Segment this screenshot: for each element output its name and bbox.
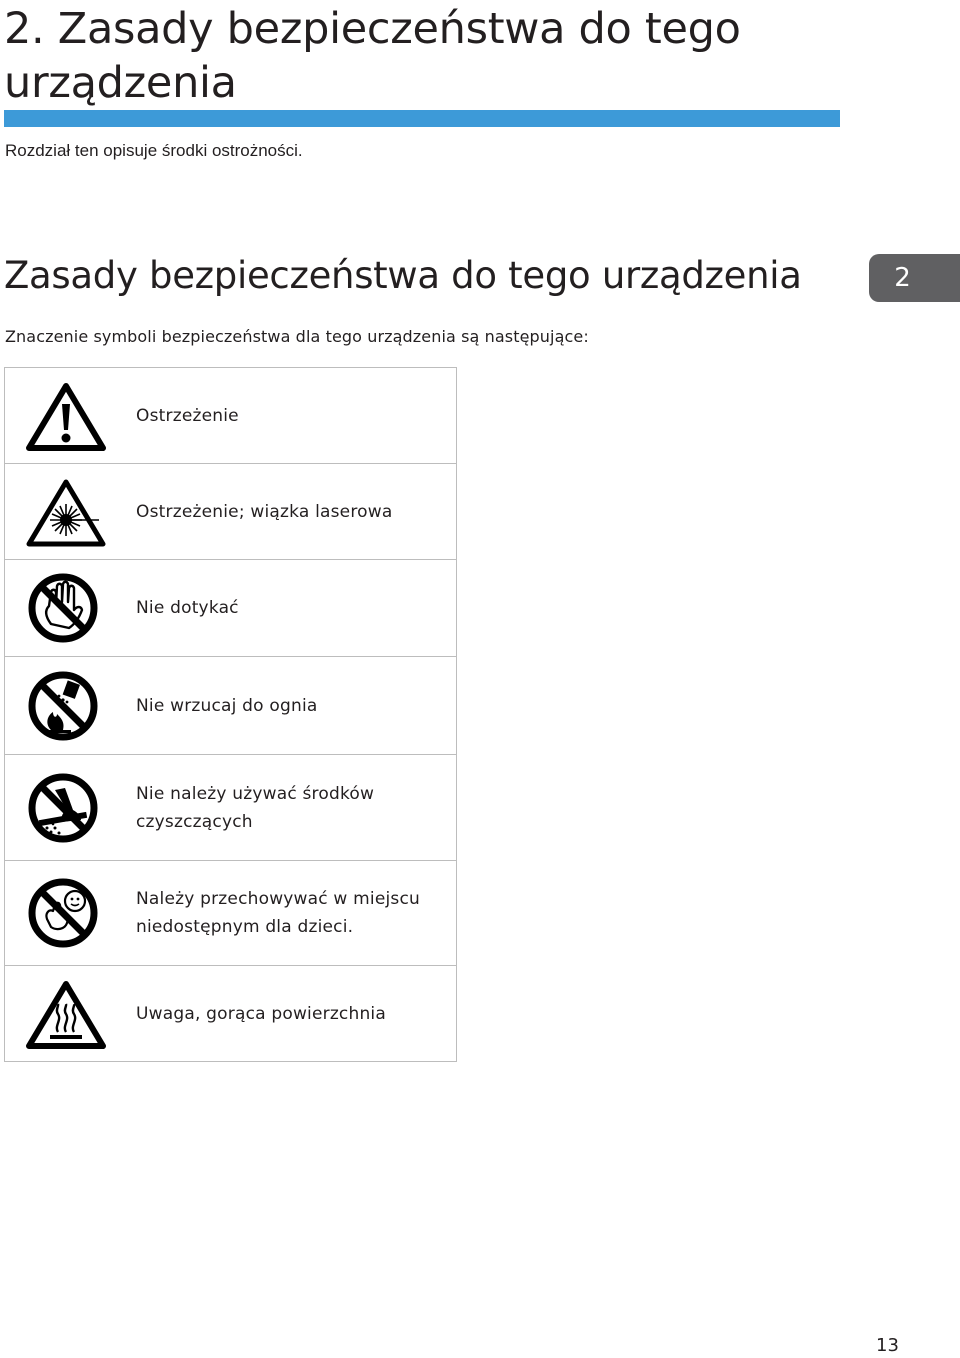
symbol-label: Nie wrzucaj do ognia xyxy=(127,657,457,755)
safety-symbols-table xyxy=(4,367,457,1062)
warning-triangle-icon xyxy=(25,380,107,452)
table-row xyxy=(5,755,457,861)
section-title: Zasady bezpieczeństwa do tego urządzenia xyxy=(4,254,802,297)
table-row xyxy=(5,966,457,1062)
chapter-tab xyxy=(869,254,960,302)
chapter-tab-number: 2 xyxy=(894,263,911,293)
symbol-label: Nie należy używać środków czyszczących xyxy=(127,755,457,861)
page-number: 13 xyxy=(876,1335,899,1356)
symbol-icon-cell xyxy=(5,861,128,966)
chapter-intro: Rozdział ten opisuje środki ostrożności. xyxy=(5,141,303,160)
laser-beam-warning-icon xyxy=(25,476,107,548)
symbol-label: Ostrzeżenie; wiązka laserowa xyxy=(127,464,457,560)
table-row xyxy=(5,560,457,657)
symbol-label: Należy przechowywać w miejscu niedostępnym dla dzieci. xyxy=(127,861,457,966)
symbol-label: Nie dotykać xyxy=(127,560,457,657)
do-not-touch-icon xyxy=(25,570,101,646)
symbol-label: Uwaga, gorąca powierzchnia xyxy=(127,966,457,1062)
chapter-title-bar xyxy=(4,110,840,127)
symbol-label: Ostrzeżenie xyxy=(127,368,457,464)
table-row xyxy=(5,657,457,755)
symbol-icon-cell xyxy=(5,560,128,657)
table-row xyxy=(5,368,457,464)
symbol-icon-cell xyxy=(5,464,128,560)
no-cleaning-agents-icon xyxy=(25,770,101,846)
symbol-icon-cell xyxy=(5,657,128,755)
section-intro: Znaczenie symboli bezpieczeństwa dla tego urządzenia są następujące: xyxy=(5,327,589,346)
hot-surface-icon xyxy=(25,978,107,1050)
keep-away-from-children-icon xyxy=(25,875,101,951)
do-not-throw-into-fire-icon xyxy=(25,668,101,744)
symbol-icon-cell xyxy=(5,755,128,861)
chapter-title: 2. Zasady bezpieczeństwa do tego urządzenia xyxy=(4,4,741,108)
symbol-icon-cell xyxy=(5,966,128,1062)
table-row xyxy=(5,464,457,560)
symbol-icon-cell xyxy=(5,368,128,464)
table-row xyxy=(5,861,457,966)
